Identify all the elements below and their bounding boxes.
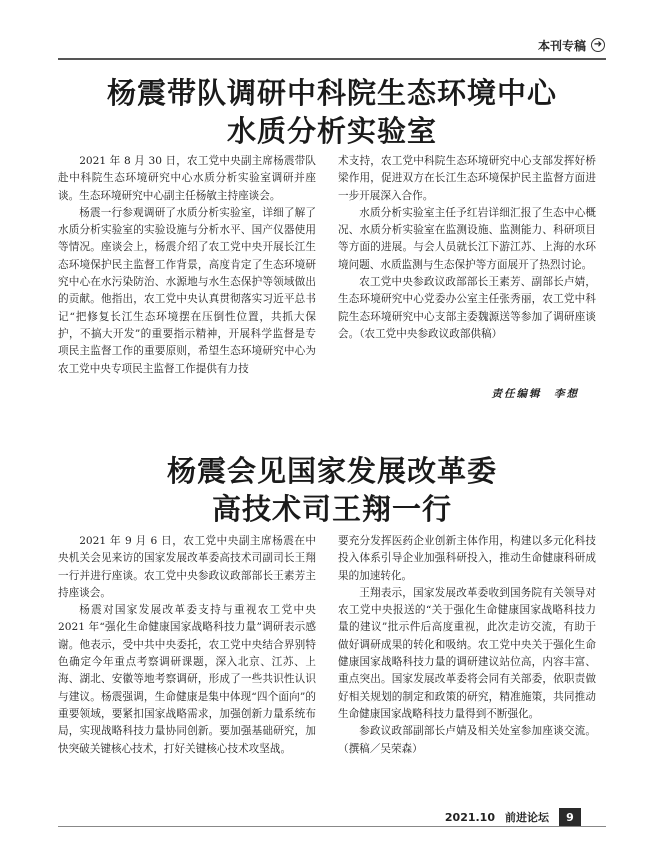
magazine-name: 前进论坛	[505, 811, 549, 824]
article1-paragraph: 杨震一行参观调研了水质分析实验室，详细了解了水质分析实验室的实验设施与分析水平、国产仪器使用等情况。座谈会上，杨震介绍了农工党中央开展长江生态环境保护民主监督工作背景，高度肯定了生态环境研究中心在水污染防治、水源地与水生态保护等领域做出的贡献。他指出，农工党中央认真贯彻落实习近平总书记“把修复长江生态环境摆在压倒性位置，共抓大保护，不搞大开发”的重要指示精神，开展科学监督是专项民主监督工作的重要原则，希望生态环境研究中心为农工党中央专项民主监督工作提供有力技	[58, 206, 316, 375]
article2-paragraph: 杨震对国家发展改革委支持与重视农工党中央 2021 年“强化生命健康国家战略科技力量”调研表示感谢。他表示，受中共中央委托，农工党中央结合界别特色确定今年重点考察调研课题，深入北京、江苏、上海、湖北、安徽等地考察调研，形成了一些共识性认识与建议。杨震强调，生命健康是集中体现“四个面向”的重要领域，要紧扣国家战略需求，加强创新力量系统布局，实现战略科技力量协同创新。要加强基础研究，加快突破关键核心技术，打好关键核心技术攻坚战。	[58, 604, 316, 755]
article2-paragraph: 2021 年 9 月 6 日，农工党中央副主席杨震在中央机关会见来访的国家发展改革委高技术司副司长王翔一行并进行座谈。农工党中央参政议政部部长王素芳主持座谈会。	[58, 535, 316, 599]
article1-left-column	[58, 153, 316, 378]
column-name: 本刊专稿	[537, 38, 586, 53]
article2-left-column	[58, 533, 316, 758]
article1-paragraph: 术支持，农工党中科院生态环境研究中心支部发挥好桥梁作用，促进双方在长江生态环境保护民主监督方面进一步开展深入合作。	[338, 155, 596, 202]
article1-paragraph: 2021 年 8 月 30 日，农工党中央副主席杨震带队赴中科院生态环境研究中心水质分析实验室调研并座谈。生态环境研究中心副主任杨敏主持座谈会。	[58, 155, 316, 202]
circled-arrow-icon: ➜	[591, 38, 605, 52]
article1-paragraph: 农工党中央参政议政部部长王素芳、副部长卢婧，生态环境研究中心党委办公室主任张秀丽，农工党中科院生态环境研究中心支部主委魏源送等参加了调研座谈会。（农工党中央参政议政部供稿）	[338, 276, 596, 340]
article2-paragraph: 参政议政部副部长卢婧及相关处室参加座谈交流。（撰稿／吴荣森）	[338, 725, 596, 755]
editor-credit: 责任编辑 李想	[491, 388, 579, 400]
article1-title-line1: 杨震带队调研中科院生态环境中心	[106, 76, 557, 110]
article1-headline	[58, 74, 606, 150]
column-tag	[538, 36, 605, 54]
article1-title-line2: 水质分析实验室	[226, 114, 437, 148]
page-footer	[445, 808, 581, 826]
article2-title-line1: 杨震会见国家发展改革委	[166, 454, 497, 488]
article2-paragraph: 要充分发挥医药企业创新主体作用，构建以多元化科技投入体系引导企业加强科研投入，推动生命健康科研成果的加速转化。	[338, 535, 596, 582]
article1-right-column	[338, 153, 596, 343]
article1-paragraph: 水质分析实验室主任予红岩详细汇报了生态中心概况、水质分析实验室在监测设施、监测能力、科研项目等方面的进展。与会人员就长江下游江苏、上海的水环境问题、水质监测与生态保护等方面展开了热烈讨论。	[338, 206, 596, 271]
article2-paragraph: 王翔表示，国家发展改革委收到国务院有关领导对农工党中央报送的“关于强化生命健康国家战略科技力量的建议”批示件后高度重视，此次走访交流，有助于做好调研成果的转化和吸纳。农工党中央关于强化生命健康国家战略科技力量的调研建议站位高，内容丰富、重点突出。国家发展改革委将会同有关部委，依职责做好相关规划的制定和政策的研究，精准施策，共同推动生命健康国家战略科技力量得到不断强化。	[338, 586, 596, 720]
page-number: 9	[559, 808, 581, 826]
article2-right-column	[338, 533, 596, 758]
footer-rule	[58, 826, 606, 827]
article2-headline	[58, 452, 606, 528]
header-rule	[58, 58, 606, 60]
article2-title-line2: 高技术司王翔一行	[211, 492, 452, 526]
issue-date: 2021.10	[444, 810, 495, 824]
